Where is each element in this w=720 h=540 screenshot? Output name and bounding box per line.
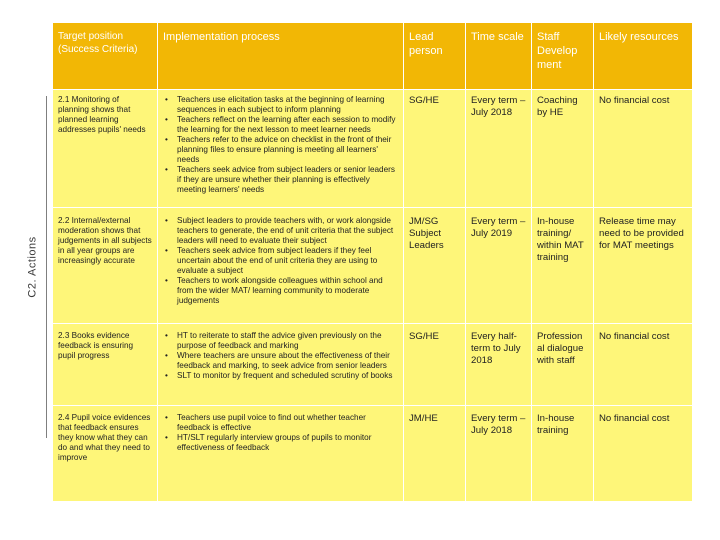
time-cell: Every term – July 2018 bbox=[466, 90, 532, 208]
lead-cell: SG/HE bbox=[404, 324, 466, 406]
process-item: • Teachers reflect on the learning after each session to modify the learning for the next lesson to meet learner needs bbox=[163, 115, 398, 135]
table-row bbox=[53, 406, 693, 502]
time-cell: Every term – July 2019 bbox=[466, 208, 532, 324]
process-item: • Where teachers are unsure about the effectiveness of their feedback and marking, to seek advice from senior leaders bbox=[163, 351, 398, 371]
lead-cell: JM/SG Subject Leaders bbox=[404, 208, 466, 324]
section-label bbox=[22, 96, 44, 438]
process-cell bbox=[158, 208, 404, 324]
time-cell: Every half-term to July 2018 bbox=[466, 324, 532, 406]
process-cell bbox=[158, 90, 404, 208]
target-cell: 2.4 Pupil voice evidences that feedback ensures they know what they can do and what they need to improve bbox=[53, 406, 158, 502]
header-target: Target position (Success Criteria) bbox=[53, 23, 158, 90]
process-item: • Teachers refer to the advice on checklist in the front of their planning files to ensure planning is meeting all learners' needs bbox=[163, 135, 398, 165]
table-row bbox=[53, 208, 693, 324]
target-cell: 2.1 Monitoring of planning shows that planned learning addresses pupils' needs bbox=[53, 90, 158, 208]
table-row bbox=[53, 90, 693, 208]
process-item: • Teachers to work alongside colleagues within school and from the wider MAT/ learning community to moderate judgements bbox=[163, 276, 398, 306]
header-staff: Staff Develop ment bbox=[532, 23, 594, 90]
staff-cell: In-house training bbox=[532, 406, 594, 502]
process-item: • HT to reiterate to staff the advice given previously on the purpose of feedback and marking bbox=[163, 331, 398, 351]
resources-cell: No financial cost bbox=[594, 90, 693, 208]
table-row bbox=[53, 324, 693, 406]
staff-cell: Coaching by HE bbox=[532, 90, 594, 208]
process-item: • HT/SLT regularly interview groups of pupils to monitor effectiveness of feedback bbox=[163, 433, 398, 453]
process-cell bbox=[158, 406, 404, 502]
section-label-text: C2. Actions bbox=[27, 236, 40, 298]
process-item: • Teachers use elicitation tasks at the beginning of learning sequences in each subject to inform planning bbox=[163, 95, 398, 115]
time-cell: Every term – July 2018 bbox=[466, 406, 532, 502]
lead-cell: SG/HE bbox=[404, 90, 466, 208]
staff-cell: Profession al dialogue with staff bbox=[532, 324, 594, 406]
process-item: • SLT to monitor by frequent and scheduled scrutiny of books bbox=[163, 371, 398, 381]
table-header-row bbox=[53, 23, 693, 90]
header-resources: Likely resources bbox=[594, 23, 693, 90]
process-cell bbox=[158, 324, 404, 406]
staff-cell: In-house training/ within MAT training bbox=[532, 208, 594, 324]
process-item: • Teachers use pupil voice to find out whether teacher feedback is effective bbox=[163, 413, 398, 433]
section-divider bbox=[46, 96, 47, 438]
resources-cell: No financial cost bbox=[594, 324, 693, 406]
process-item: • Teachers seek advice from subject leaders or senior leaders if they are unsure whether their planning is effectively meeting learners' needs bbox=[163, 165, 398, 195]
resources-cell: No financial cost bbox=[594, 406, 693, 502]
lead-cell: JM/HE bbox=[404, 406, 466, 502]
process-item: • Teachers seek advice from subject leaders if they feel uncertain about the end of unit criteria they are using to evaluate a subject bbox=[163, 246, 398, 276]
header-lead: Lead person bbox=[404, 23, 466, 90]
target-cell: 2.3 Books evidence feedback is ensuring pupil progress bbox=[53, 324, 158, 406]
resources-cell: Release time may need to be provided for MAT meetings bbox=[594, 208, 693, 324]
action-plan-table bbox=[52, 22, 693, 502]
header-process: Implementation process bbox=[158, 23, 404, 90]
header-time: Time scale bbox=[466, 23, 532, 90]
target-cell: 2.2 Internal/external moderation shows that judgements in all subjects in all year groups are increasingly accurate bbox=[53, 208, 158, 324]
process-item: • Subject leaders to provide teachers with, or work alongside teachers to generate, the end of unit criteria that the subject leaders will need to evaluate their subject bbox=[163, 216, 398, 246]
